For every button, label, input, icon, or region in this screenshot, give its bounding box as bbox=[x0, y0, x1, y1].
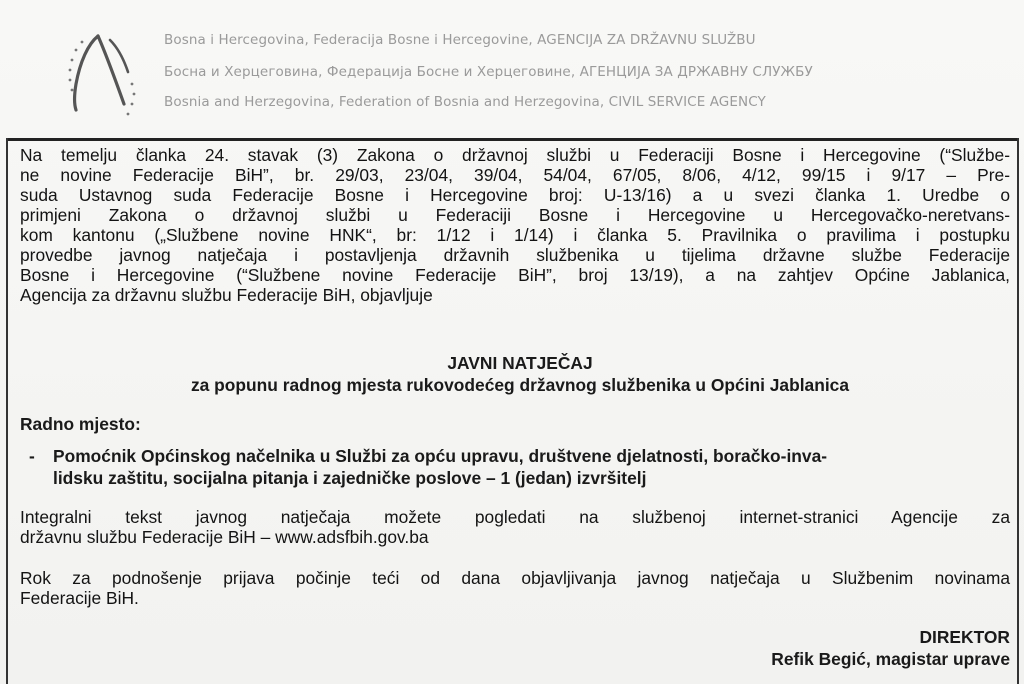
workplace-line: Pomoćnik Općinskog načelnika u Službi za opću upravu, društvene djelatnosti, boračko-inva- bbox=[53, 446, 828, 466]
intro-paragraph bbox=[20, 145, 1010, 305]
info-line: Integralni tekst javnog natječaja možete pogledati na službenoj internet-stranici Agencije za bbox=[20, 507, 1010, 527]
deadline-paragraph bbox=[20, 568, 1010, 608]
intro-line: Agencija za državnu službu Federacije BiH, objavljuje bbox=[20, 285, 433, 305]
deadline-line: Rok za podnošenje prijava počinje teći od dana objavljivanja javnog natječaja u Službenim novinama bbox=[20, 568, 1010, 588]
notice-title: JAVNI NATJEČAJ bbox=[447, 353, 593, 373]
intro-line: provedbe javnog natječaja i postavljenja državnih službenika u tijelima državne službe Federacije bbox=[20, 245, 1010, 265]
header-line-english: Bosnia and Herzegovina, Federation of Bosnia and Herzegovina, CIVIL SERVICE AGENCY bbox=[164, 94, 766, 110]
info-line: državnu službu Federacije BiH – www.adsfbih.gov.ba bbox=[20, 527, 429, 547]
deadline-line: Federacije BiH. bbox=[20, 588, 139, 608]
frame-right-rule bbox=[1017, 138, 1019, 684]
intro-line: primjeni Zakona o državnoj službi u Federaciji Bosne i Hercegovine u Hercegovačko-neretvans- bbox=[20, 205, 1010, 225]
intro-line: Na temelju članka 24. stavak (3) Zakona o državnoj službi u Federaciji Bosne i Hercegovine (“Službe- bbox=[20, 145, 1010, 165]
list-dash: - bbox=[29, 446, 35, 466]
frame-top-rule bbox=[6, 138, 1019, 141]
intro-line: kom kantonu („Službene novine HNK“, br: 1/12 i 1/14) i članka 5. Pravilnika o pravilima i postupku bbox=[20, 225, 1010, 245]
workplace-heading: Radno mjesto: bbox=[20, 414, 141, 434]
frame-left-rule bbox=[6, 138, 8, 684]
notice-title-block bbox=[20, 352, 1020, 396]
signature-block bbox=[771, 626, 1010, 670]
header-line-latin: Bosna i Hercegovina, Federacija Bosne i Hercegovine, AGENCIJA ZA DRŽAVNU SLUŽBU bbox=[164, 32, 756, 48]
intro-line: Bosne i Hercegovine (“Službene novine Federacije BiH”, broj 13/19), a na zahtjev Općine Jablanica, bbox=[20, 265, 1010, 285]
notice-subtitle: za popunu radnog mjesta rukovodećeg državnog službenika u Općini Jablanica bbox=[190, 375, 850, 395]
intro-line: ne novine Federacije BiH”, br. 29/03, 23/04, 39/04, 54/04, 67/05, 8/06, 4/12, 99/15 i 9/17 – Pre- bbox=[20, 165, 1010, 185]
info-paragraph bbox=[20, 507, 1010, 547]
workplace-line: lidsku zaštitu, socijalna pitanja i zajedničke poslove – 1 (jedan) izvršitelj bbox=[53, 468, 647, 488]
signature-role: DIREKTOR bbox=[919, 627, 1010, 647]
intro-line: suda Ustavnog suda Federacije Bosne i Hercegovine broj: U-13/16) a u svezi članka 1. Uredbe o bbox=[20, 185, 1010, 205]
agency-logo-icon bbox=[58, 14, 150, 124]
signature-name: Refik Begić, magistar uprave bbox=[771, 649, 1010, 669]
header-line-cyrillic: Босна и Херцеговина, Федерација Босне и Херцеговине, АГЕНЦИЈА ЗА ДРЖАВНУ СЛУЖБУ bbox=[164, 64, 813, 80]
